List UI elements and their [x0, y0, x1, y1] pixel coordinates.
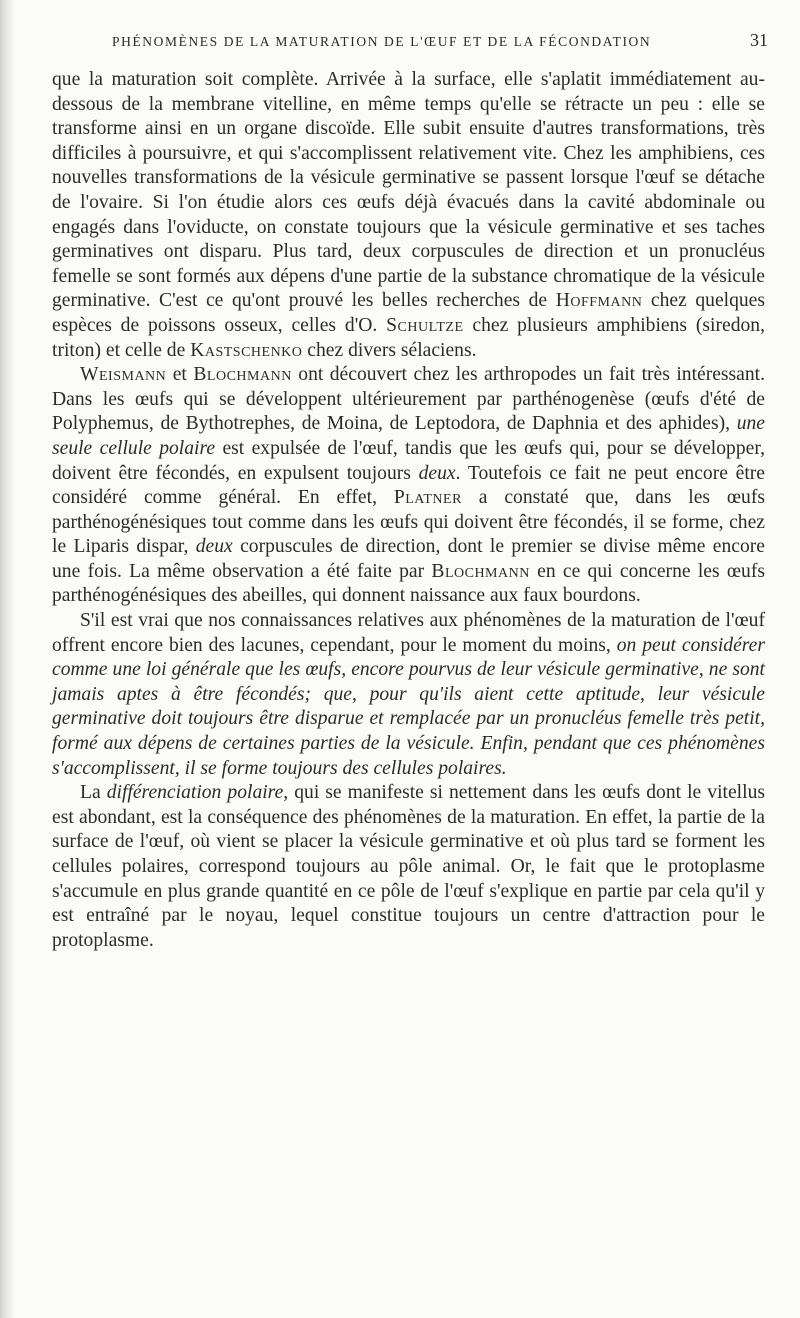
emphasis: deux [418, 462, 456, 484]
running-head: PHÉNOMÈNES DE LA MATURATION DE L'ŒUF ET DE LA FÉCONDATION [112, 34, 652, 49]
page-header [52, 30, 768, 58]
text-run: ont découvert chez les arthropodes un fait très intéressant. Dans les œufs qui se développent ultérieurement par parthénogenèse (œufs d'été de Polyphemus, de Bythotrephes, de Moina, de Leptodora, de Daphnia et des aphides), [52, 364, 766, 435]
text-run: que la maturation soit complète. Arrivée à la surface, elle s'aplatit immédiatement au-dessous de la membrane vitelline, en même temps qu'elle se rétracte un peu : elle se transforme ainsi en un organe discoïde. Elle subit ensuite d'autres transformations, très difficiles à poursuivre, et qui s'accomplissent relativement vite. Chez les amphibiens, ces nouvelles transformations de la vésicule germinative se passent lorsque l'œuf se détache de l'ovaire. Si l'on étudie alors ces œufs déjà évacués dans la cavité abdominale ou engagés dans l'oviducte, on constate toujours que la vésicule germinative et ses taches germinatives ont disparu. Plus tard, deux corpuscules de direction et un pronucléus femelle se sont formés aux dépens d'une partie de la substance chromatique de la vésicule germinative. C'est ce qu'ont prouvé les belles recherches de [52, 69, 765, 312]
emphasis-general-law: on peut considérer comme une loi générale que les œufs, encore pourvus de leur vésicule germinative, ne sont jamais aptes à être fécondés; que, pour qu'ils aient cette aptitude, leur vésicule germinative doit toujours être disparue et remplacée par un pronucléus femelle très petit, formé aux dépens de certaines parties de la vésicule. Enfin, pendant que ces phénomènes s'accomplissent, il se forme toujours des cellules polaires. [52, 634, 765, 779]
paragraph-2 [52, 363, 765, 609]
author-name-blochmann: Blochmann [431, 560, 530, 582]
scan-shadow-edge [0, 0, 14, 1318]
author-name-blochmann: Blochmann [193, 364, 292, 386]
author-name-hoffmann: Hoffmann [555, 290, 643, 312]
author-name-schultze: Schultze [386, 314, 464, 336]
author-name-weismann: Weismann [80, 364, 167, 386]
page-number: 31 [750, 30, 768, 50]
emphasis: une seule cellule polaire [52, 413, 765, 459]
text-run: S'il est vrai que nos connaissances relatives aux phénomènes de la maturation de l'œuf offrent encore bien des lacunes, cependant, pour le moment du moins, [52, 610, 765, 656]
author-name-kastschenko: Kastschenko [190, 339, 303, 361]
text-run: chez quelques espèces de poissons osseux, celles d'O. [52, 290, 765, 336]
paragraph-4 [52, 781, 765, 953]
emphasis: différenciation polaire [106, 782, 284, 804]
text-run: La [80, 782, 107, 804]
paragraph-1 [52, 68, 765, 363]
paragraph-3 [52, 609, 765, 781]
text-run: a constaté que, dans les œufs parthénogénésiques tout comme dans les œufs qui doivent être fécondés, il se forme, chez le Liparis dispar, [52, 487, 765, 558]
emphasis: deux [195, 536, 233, 558]
text-run: . Toutefois ce fait ne peut encore être considéré comme général. En effet, [52, 462, 765, 509]
text-run: , qui se manifeste si nettement dans les œufs dont le vitellus est abondant, est la conséquence des phénomènes de la maturation. En effet, la partie de la surface de l'œuf, où vient se placer la vésicule germinative et où plus tard se forment les cellules polaires, correspond toujours au pôle animal. Or, le fait que le protoplasme s'accumule en plus grande quantité en ce pôle de l'œuf s'explique en partie par cela qu'il y est entraîné par le noyau, lequel constitue toujours un centre d'attraction pour le protoplasme. [52, 782, 765, 951]
text-run: chez divers sélaciens. [302, 339, 477, 361]
body-text [52, 68, 765, 953]
author-name-platner: Platner [393, 487, 462, 509]
text-run: corpuscules de direction, dont le premier se divise même encore une fois. La même observation a été faite par [52, 536, 765, 582]
text-run: et [166, 364, 194, 386]
text-run: chez plusieurs amphibiens (siredon, triton) et celle de [52, 314, 765, 361]
text-run: est expulsée de l'œuf, tandis que les œufs qui, pour se développer, doivent être fécondés, en expulsent toujours [52, 437, 765, 484]
text-run: en ce qui concerne les œufs parthénogénésiques des abeilles, qui donnent naissance aux faux bourdons. [52, 560, 765, 607]
